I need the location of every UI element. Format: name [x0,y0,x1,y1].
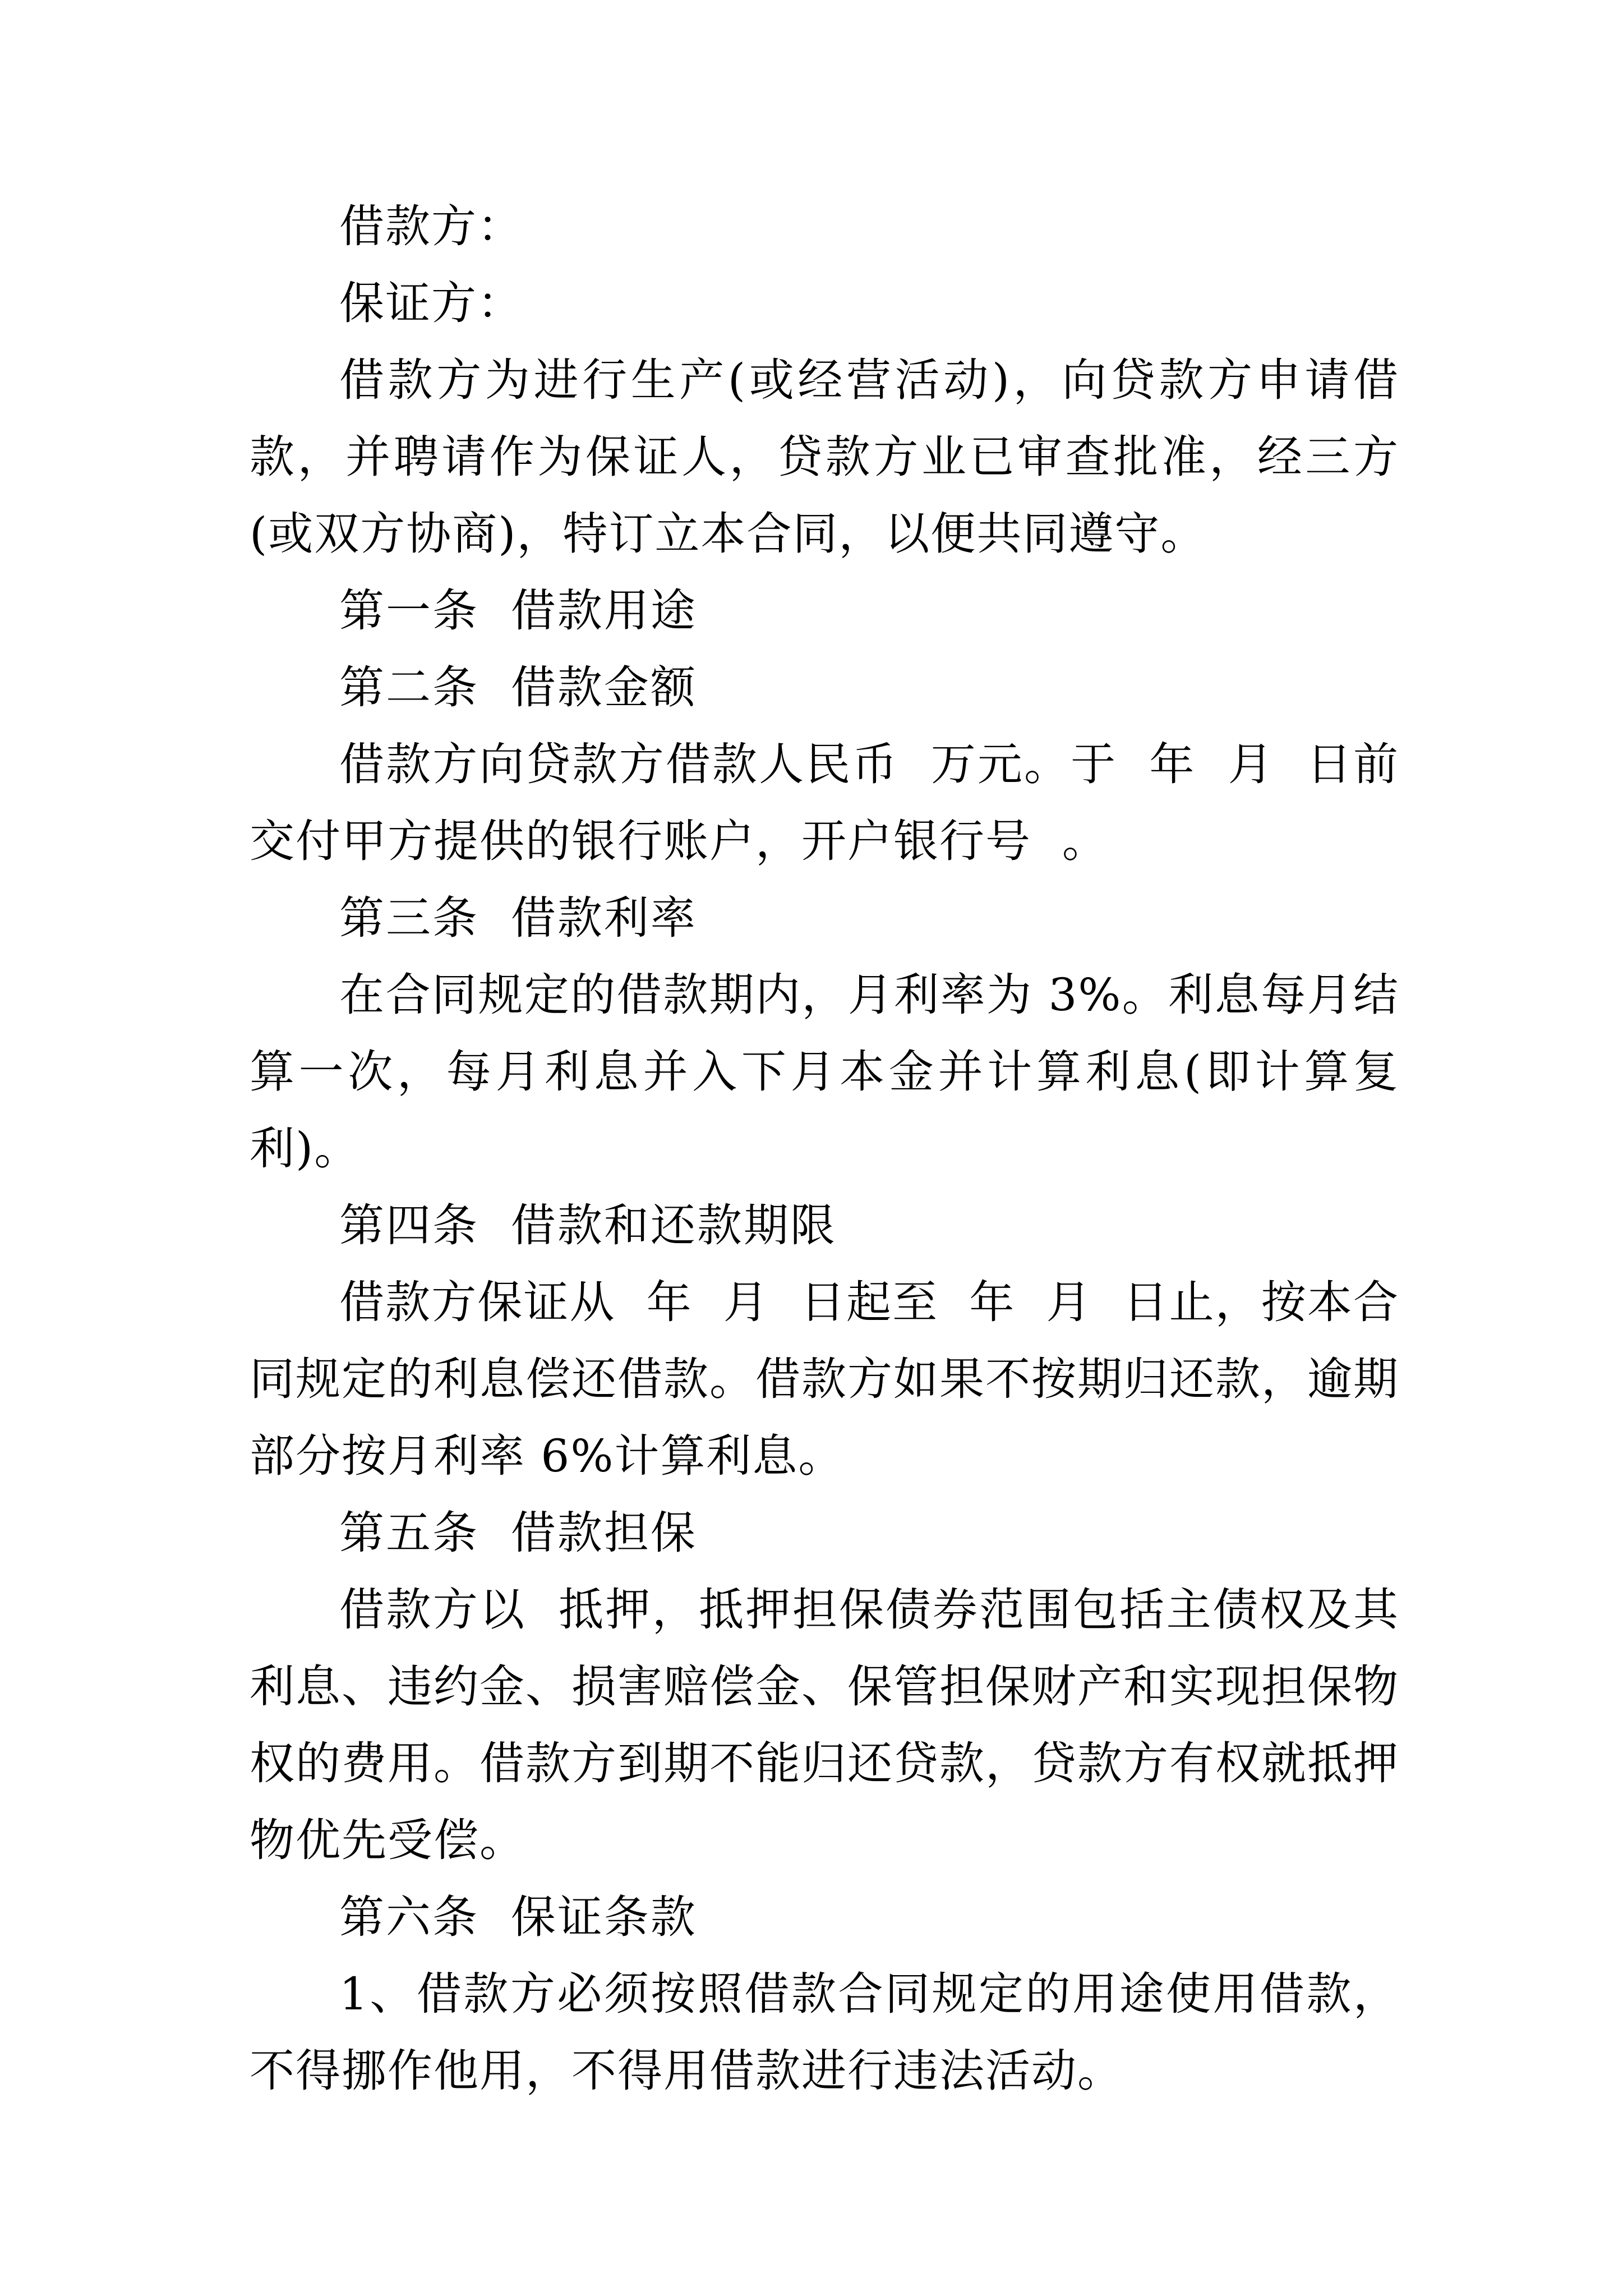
article-6-heading: 第六条 保证条款 [339,1891,697,1943]
article-2-body: 借款方向贷款方借款人民币 万元。于 年 月 日前交付甲方提供的银行账户，开户银行号 。 [250,738,1399,867]
article-4-heading: 第四条 借款和还款期限 [339,1199,837,1251]
guarantor-line: 保证方： [339,277,523,329]
article-2-heading: 第二条 借款金额 [339,661,697,714]
article-4-body: 借款方保证从 年 月 日起至 年 月 日止，按本合同规定的利息偿还借款。借款方如果不按期归还款，逾期部分按月利率 6%计算利息。 [250,1276,1399,1482]
article-3-body: 在合同规定的借款期内，月利率为 3%。利息每月结算一次，每月利息并入下月本金并计算利息(即计算复利)。 [250,969,1399,1175]
document-page [250,188,1399,2109]
article-5-body: 借款方以 抵押，抵押担保债券范围包括主债权及其利息、违约金、损害赔偿金、保管担保财产和实现担保物权的费用。借款方到期不能归还贷款，贷款方有权就抵押物优先受偿。 [250,1584,1399,1866]
preamble-paragraph: 借款方为进行生产(或经营活动)，向贷款方申请借款，并聘请作为保证人，贷款方业已审查批准，经三方(或双方协商)，特订立本合同，以便共同遵守。 [250,354,1399,560]
article-6-item-1: 1、借款方必须按照借款合同规定的用途使用借款，不得挪作他用，不得用借款进行违法活动。 [250,1968,1399,2097]
article-1-heading: 第一条 借款用途 [339,585,697,637]
borrower-line: 借款方： [339,200,523,252]
article-3-heading: 第三条 借款利率 [339,892,697,944]
article-5-heading: 第五条 借款担保 [339,1507,697,1559]
